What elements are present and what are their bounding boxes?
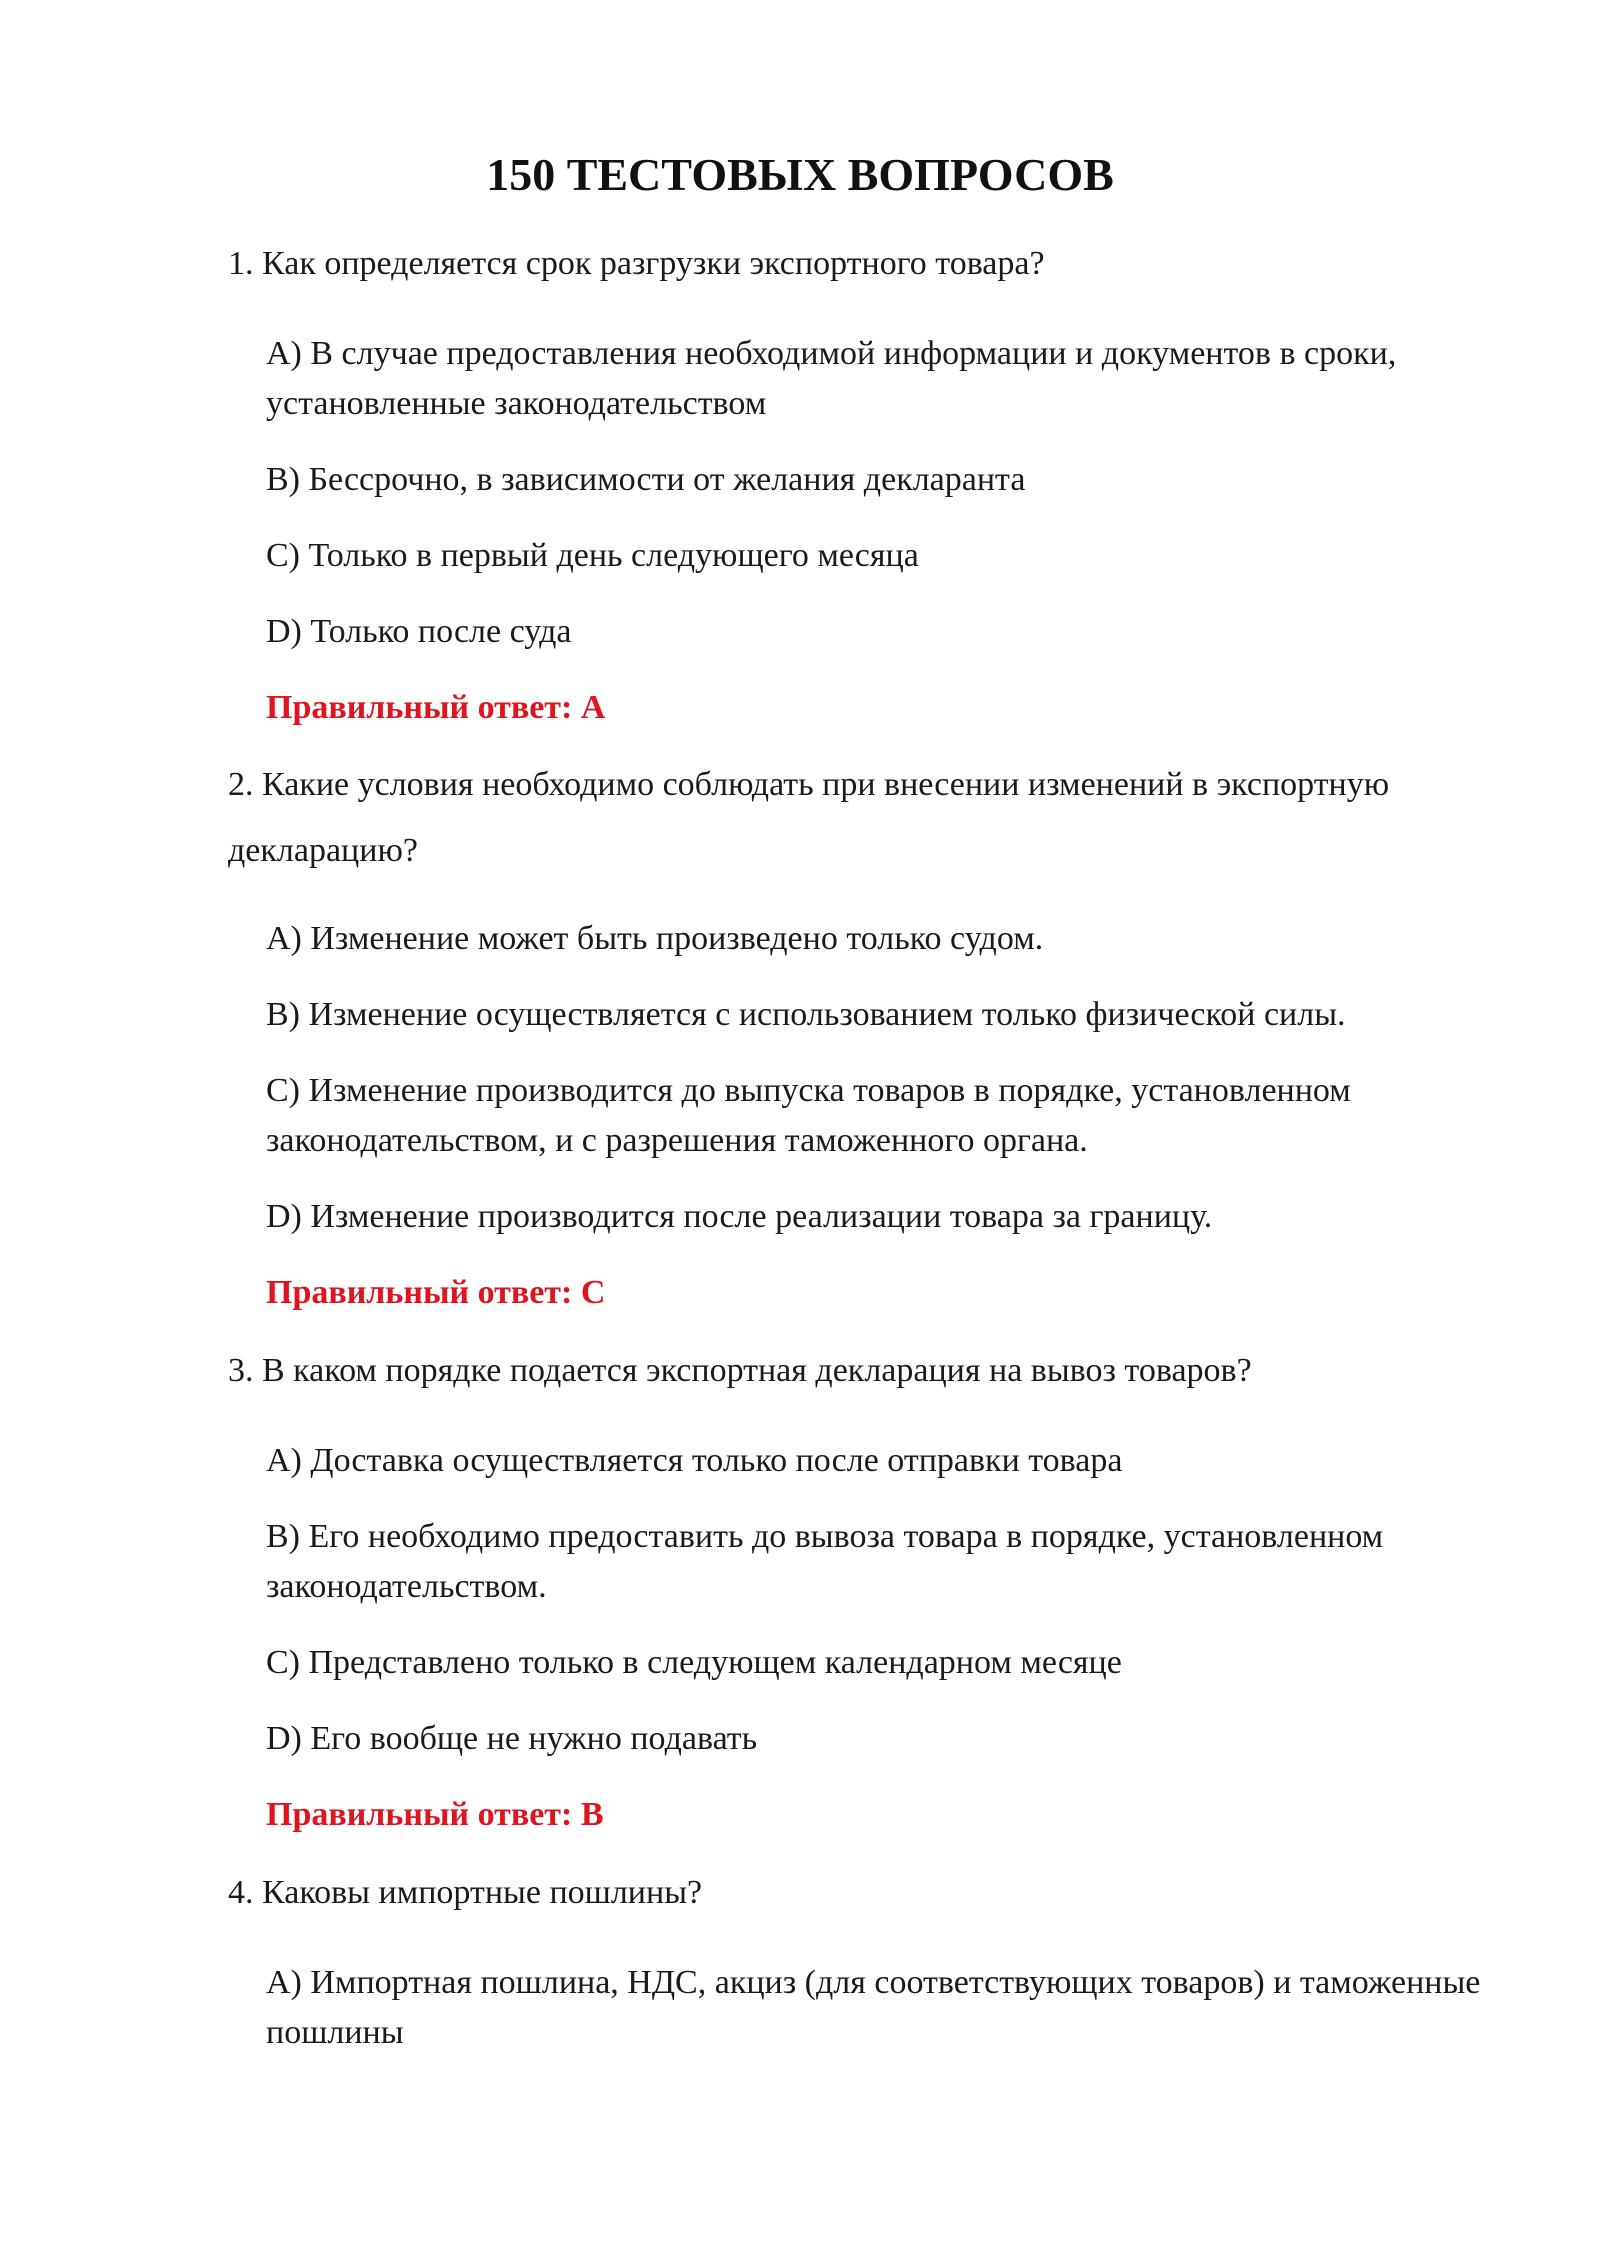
question-text: 3. В каком порядке подается экспортная декларация на вывоз товаров? [228,1352,1252,1389]
answer-option: A) В случае предоставления необходимой информации и документов в сроки, установленные законодательством [266,335,1397,422]
answer-option: A) Доставка осуществляется только после отправки товара [266,1442,1123,1479]
answer-option: C) Изменение производится до выпуска товаров в порядке, установленном законодательством, и с разрешения таможенного органа. [266,1072,1351,1159]
answer-option: C) Только в первый день следующего месяца [266,537,919,574]
correct-answer: Правильный ответ: A [266,689,606,726]
answer-option: B) Изменение осуществляется с использованием только физической силы. [266,996,1346,1033]
answer-option: D) Изменение производится после реализации товара за границу. [266,1198,1213,1235]
answer-option: D) Только после суда [266,613,572,650]
answer-option: B) Бессрочно, в зависимости от желания декларанта [266,461,1026,498]
answer-option: C) Представлено только в следующем календарном месяце [266,1644,1122,1681]
correct-answer: Правильный ответ: B [266,1796,604,1833]
answer-option: D) Его вообще не нужно подавать [266,1720,758,1757]
question-text: 2. Какие условия необходимо соблюдать при внесении изменений в экспортную декларацию? [228,766,1390,869]
answer-option: A) Импортная пошлина, НДС, акциз (для соответствующих товаров) и таможенные пошлины [266,1964,1481,2051]
answer-option: A) Изменение может быть произведено только судом. [266,920,1044,957]
correct-answer: Правильный ответ: C [266,1274,606,1311]
answer-option: B) Его необходимо предоставить до вывоза товара в порядке, установленном законодательством. [266,1518,1384,1605]
question-text: 4. Каковы импортные пошлины? [228,1874,703,1911]
question-text: 1. Как определяется срок разгрузки экспортного товара? [228,245,1045,282]
page-title: 150 ТЕСТОВЫХ ВОПРОСОВ [486,149,1114,200]
